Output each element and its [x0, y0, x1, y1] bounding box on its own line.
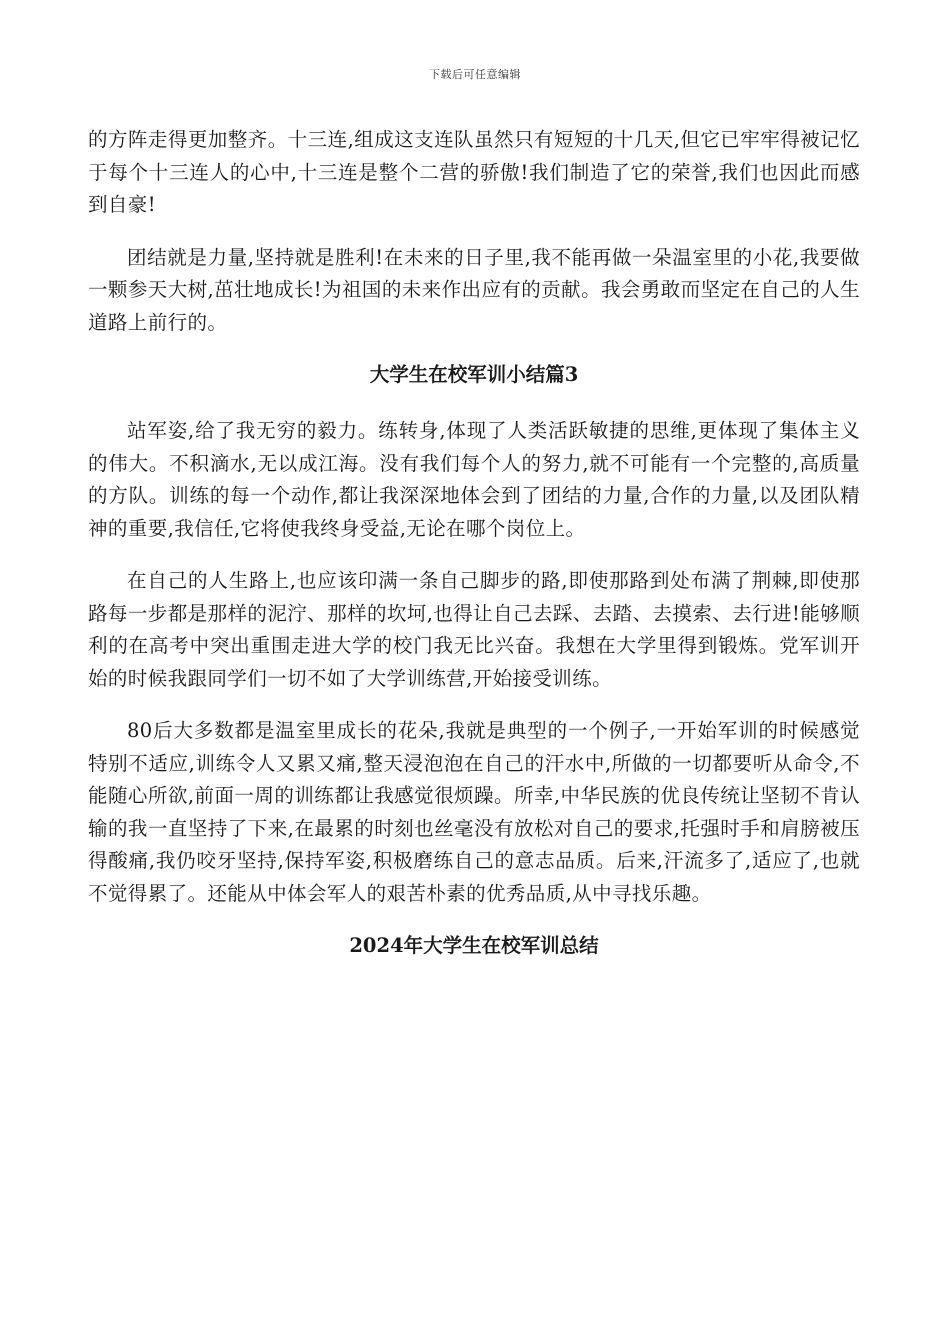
section-title-part-3: 大学生在校军训小结篇3 [369, 363, 579, 386]
paragraph-continuation: 的方阵走得更加整齐。十三连,组成这支连队虽然只有短短的十几天,但它已牢牢得被记忆于每个十三连人的心中,十三连是整个二营的骄傲!我们制造了它的荣誉,我们也因此而感到自豪! [88, 128, 860, 216]
paragraph-post-80s: 80后大多数都是温室里成长的花朵,我就是典型的一个例子,一开始军训的时候感觉特别不适应,训练令人又累又痛,整天浸泡泡在自己的汗水中,所做的一切都要听从命令,不能随心所欲,前面一周的训练都让我感觉很烦躁。所幸,中华民族的优良传统让坚韧不肯认输的我一直坚持了下来,在最累的时刻也丝毫没有放松对自己的要求,托强时手和肩膀被压得酸痛,我仍咬牙坚持,保持军姿,积极磨练自己的意志品质。后来,汗流多了,适应了,也就不觉得累了。还能从中体会军人的艰苦朴素的优秀品质,从中寻找乐趣。 [88, 719, 860, 905]
paragraph-life-road: 在自己的人生路上,也应该印满一条自己脚步的路,即使那路到处布满了荆棘,即使那路每一步都是那样的泥泞、那样的坎坷,也得让自己去踩、去踏、去摸索、去行进!能够顺利的在高考中突出重围走进大学的校门我无比兴奋。我想在大学里得到锻炼。党军训开始的时候我跟同学们一切不如了大学训练营,开始接受训练。 [88, 569, 860, 690]
paragraph-military-posture: 站军姿,给了我无穷的毅力。练转身,体现了人类活跃敏捷的思维,更体现了集体主义的伟大。不积滴水,无以成江海。没有我们每个人的努力,就不可能有一个完整的,高质量的方队。训练的每一个动作,都让我深深地体会到了团结的力量,合作的力量,以及团队精神的重要,我信任,它将使我终身受益,无论在哪个岗位上。 [88, 419, 860, 540]
document-body [88, 124, 860, 986]
paragraph-unity: 团结就是力量,坚持就是胜利!在未来的日子里,我不能再做一朵温室里的小花,我要做一颗参天大树,茁壮地成长!为祖国的未来作出应有的贡献。我会勇敢而坚定在自己的人生道路上前行的。 [88, 245, 860, 334]
header-note: 下载后可任意编辑 [429, 68, 521, 81]
section-title-2024-summary: 2024年大学生在校军训总结 [349, 934, 599, 957]
